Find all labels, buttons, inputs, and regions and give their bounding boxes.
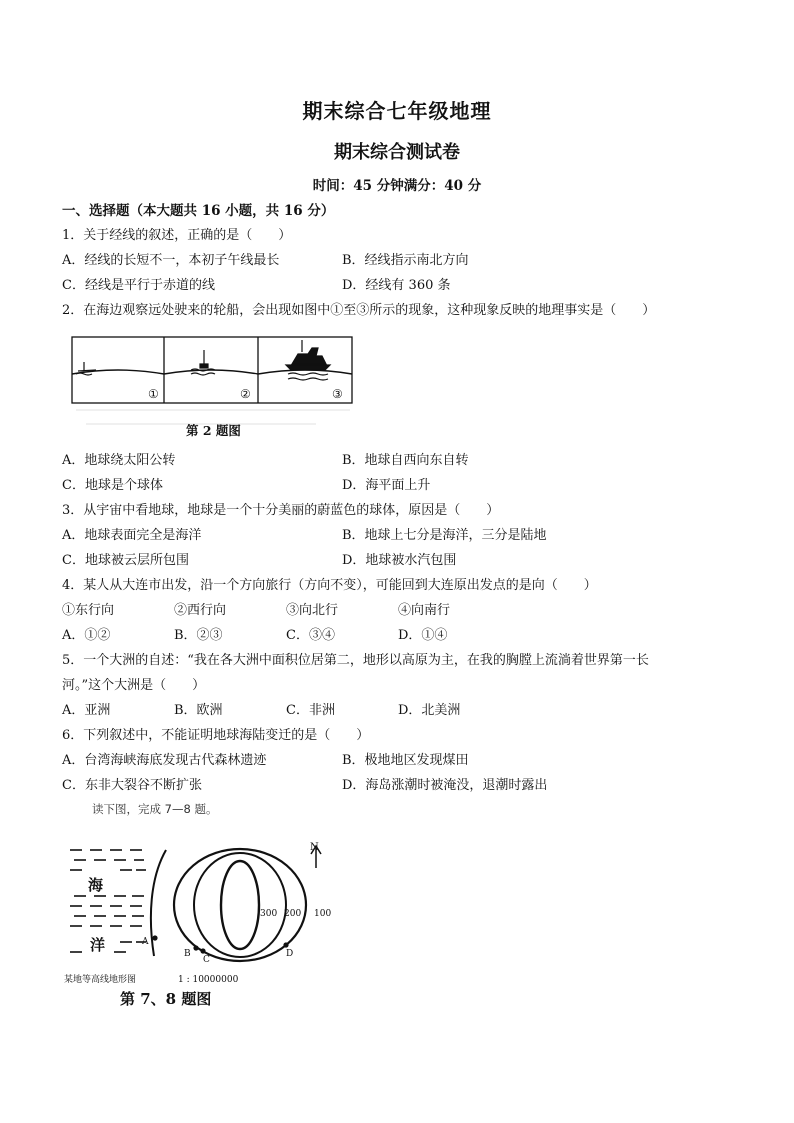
ship-icon-medium xyxy=(191,350,215,375)
contour-label-200: 200 xyxy=(284,909,302,919)
ship-icon-large xyxy=(286,340,330,380)
question-2-stem: 2．在海边观察远处驶来的轮船，会出现如图中①至③所示的现象，这种现象反映的地理事实是（ ） xyxy=(62,303,656,318)
question-4-item-2: ②西行向 xyxy=(174,603,227,618)
ship-icon-small xyxy=(76,362,96,375)
question-5-option-c: C．非洲 xyxy=(286,703,335,718)
question-2-option-d: D．海平面上升 xyxy=(342,478,431,493)
question-4-option-b: B．②③ xyxy=(174,628,223,643)
question-5-option-a: A．亚洲 xyxy=(62,703,111,718)
figure-7-8-caption: 第 7、8 题图 xyxy=(120,990,212,1008)
point-d: D xyxy=(286,949,294,959)
question-1-option-a: A．经线的长短不一，本初子午线最长 xyxy=(62,253,280,268)
question-6-stem: 6．下列叙述中，不能证明地球海陆变迁的是（ ） xyxy=(62,728,370,743)
panel-label-2: ② xyxy=(240,387,251,401)
question-3-stem: 3．从宇宙中看地球，地球是一个十分美丽的蔚蓝色的球体，原因是（ ） xyxy=(62,503,500,518)
question-4-option-a: A．①② xyxy=(62,628,111,643)
question-3-option-a: A．地球表面完全是海洋 xyxy=(62,528,202,543)
question-3-option-d: D．地球被水汽包围 xyxy=(342,553,457,568)
panel-label-3: ③ xyxy=(332,387,343,401)
question-3-option-c: C．地球被云层所包围 xyxy=(62,553,189,568)
panel-label-1: ① xyxy=(148,387,159,401)
sea-pattern xyxy=(70,850,146,952)
contour-label-100: 100 xyxy=(314,909,332,919)
question-3-option-b: B．地球上七分是海洋，三分是陆地 xyxy=(342,528,547,543)
point-b: B xyxy=(184,949,191,959)
questions-7-8-intro: 读下图，完成 7—8 题。 xyxy=(92,802,218,816)
question-6-option-a: A．台湾海峡海底发现古代森林遗迹 xyxy=(62,753,267,768)
contour-label-300: 300 xyxy=(260,909,278,919)
question-1-option-c: C．经线是平行于赤道的线 xyxy=(62,278,215,293)
question-2-option-c: C．地球是个球体 xyxy=(62,478,163,493)
question-4-item-3: ③向北行 xyxy=(286,603,339,618)
contour-300 xyxy=(221,861,259,949)
question-6-option-c: C．东非大裂谷不断扩张 xyxy=(62,778,202,793)
question-5-stem-line2: 河。”这个大洲是（ ） xyxy=(62,678,206,693)
question-1-stem: 1．关于经线的叙述，正确的是（ ） xyxy=(62,228,292,243)
question-2-option-b: B．地球自西向东自转 xyxy=(342,453,469,468)
contour-200 xyxy=(194,853,286,957)
question-6-option-b: B．极地地区发现煤田 xyxy=(342,753,469,768)
map-scale: 1 : 10000000 xyxy=(178,975,239,985)
question-2-option-a: A．地球绕太阳公转 xyxy=(62,453,176,468)
question-6-option-d: D．海岛涨潮时被淹没，退潮时露出 xyxy=(342,778,548,793)
question-5-stem-line1: 5．一个大洲的自述：“我在各大洲中面积位居第二，地形以高原为主，在我的胸膛上流淌着世界第一长 xyxy=(62,653,649,668)
question-4-option-d: D．①④ xyxy=(398,628,448,643)
section-heading: 一、选择题（本大题共 16 小题，共 16 分） xyxy=(62,203,335,219)
question-4-item-4: ④向南行 xyxy=(398,603,451,618)
page-subtitle: 期末综合测试卷 xyxy=(334,142,460,163)
question-1-option-d: D．经线有 360 条 xyxy=(342,278,451,293)
map-note: 某地等高线地形图 xyxy=(64,975,137,985)
page-title: 期末综合七年级地理 xyxy=(302,99,492,123)
sea-label-1: 海 xyxy=(88,876,104,894)
question-4-item-1: ①东行向 xyxy=(62,603,115,618)
sea-label-2: 洋 xyxy=(90,936,106,954)
question-5-option-b: B．欧洲 xyxy=(174,703,223,718)
contour-map xyxy=(60,838,350,988)
figure-2-caption: 第 2 题图 xyxy=(186,423,241,438)
question-4-option-c: C．③④ xyxy=(286,628,335,643)
question-1-option-b: B．经线指示南北方向 xyxy=(342,253,469,268)
point-c: C xyxy=(203,955,210,965)
question-4-stem: 4．某人从大连市出发，沿一个方向旅行（方向不变），可能回到大连原出发点的是向（ ） xyxy=(62,578,597,593)
point-a: A xyxy=(142,937,149,947)
question-5-option-d: D．北美洲 xyxy=(398,703,461,718)
north-label: N xyxy=(310,842,319,853)
exam-time-info: 时间：45 分钟满分：40 分 xyxy=(312,178,482,194)
